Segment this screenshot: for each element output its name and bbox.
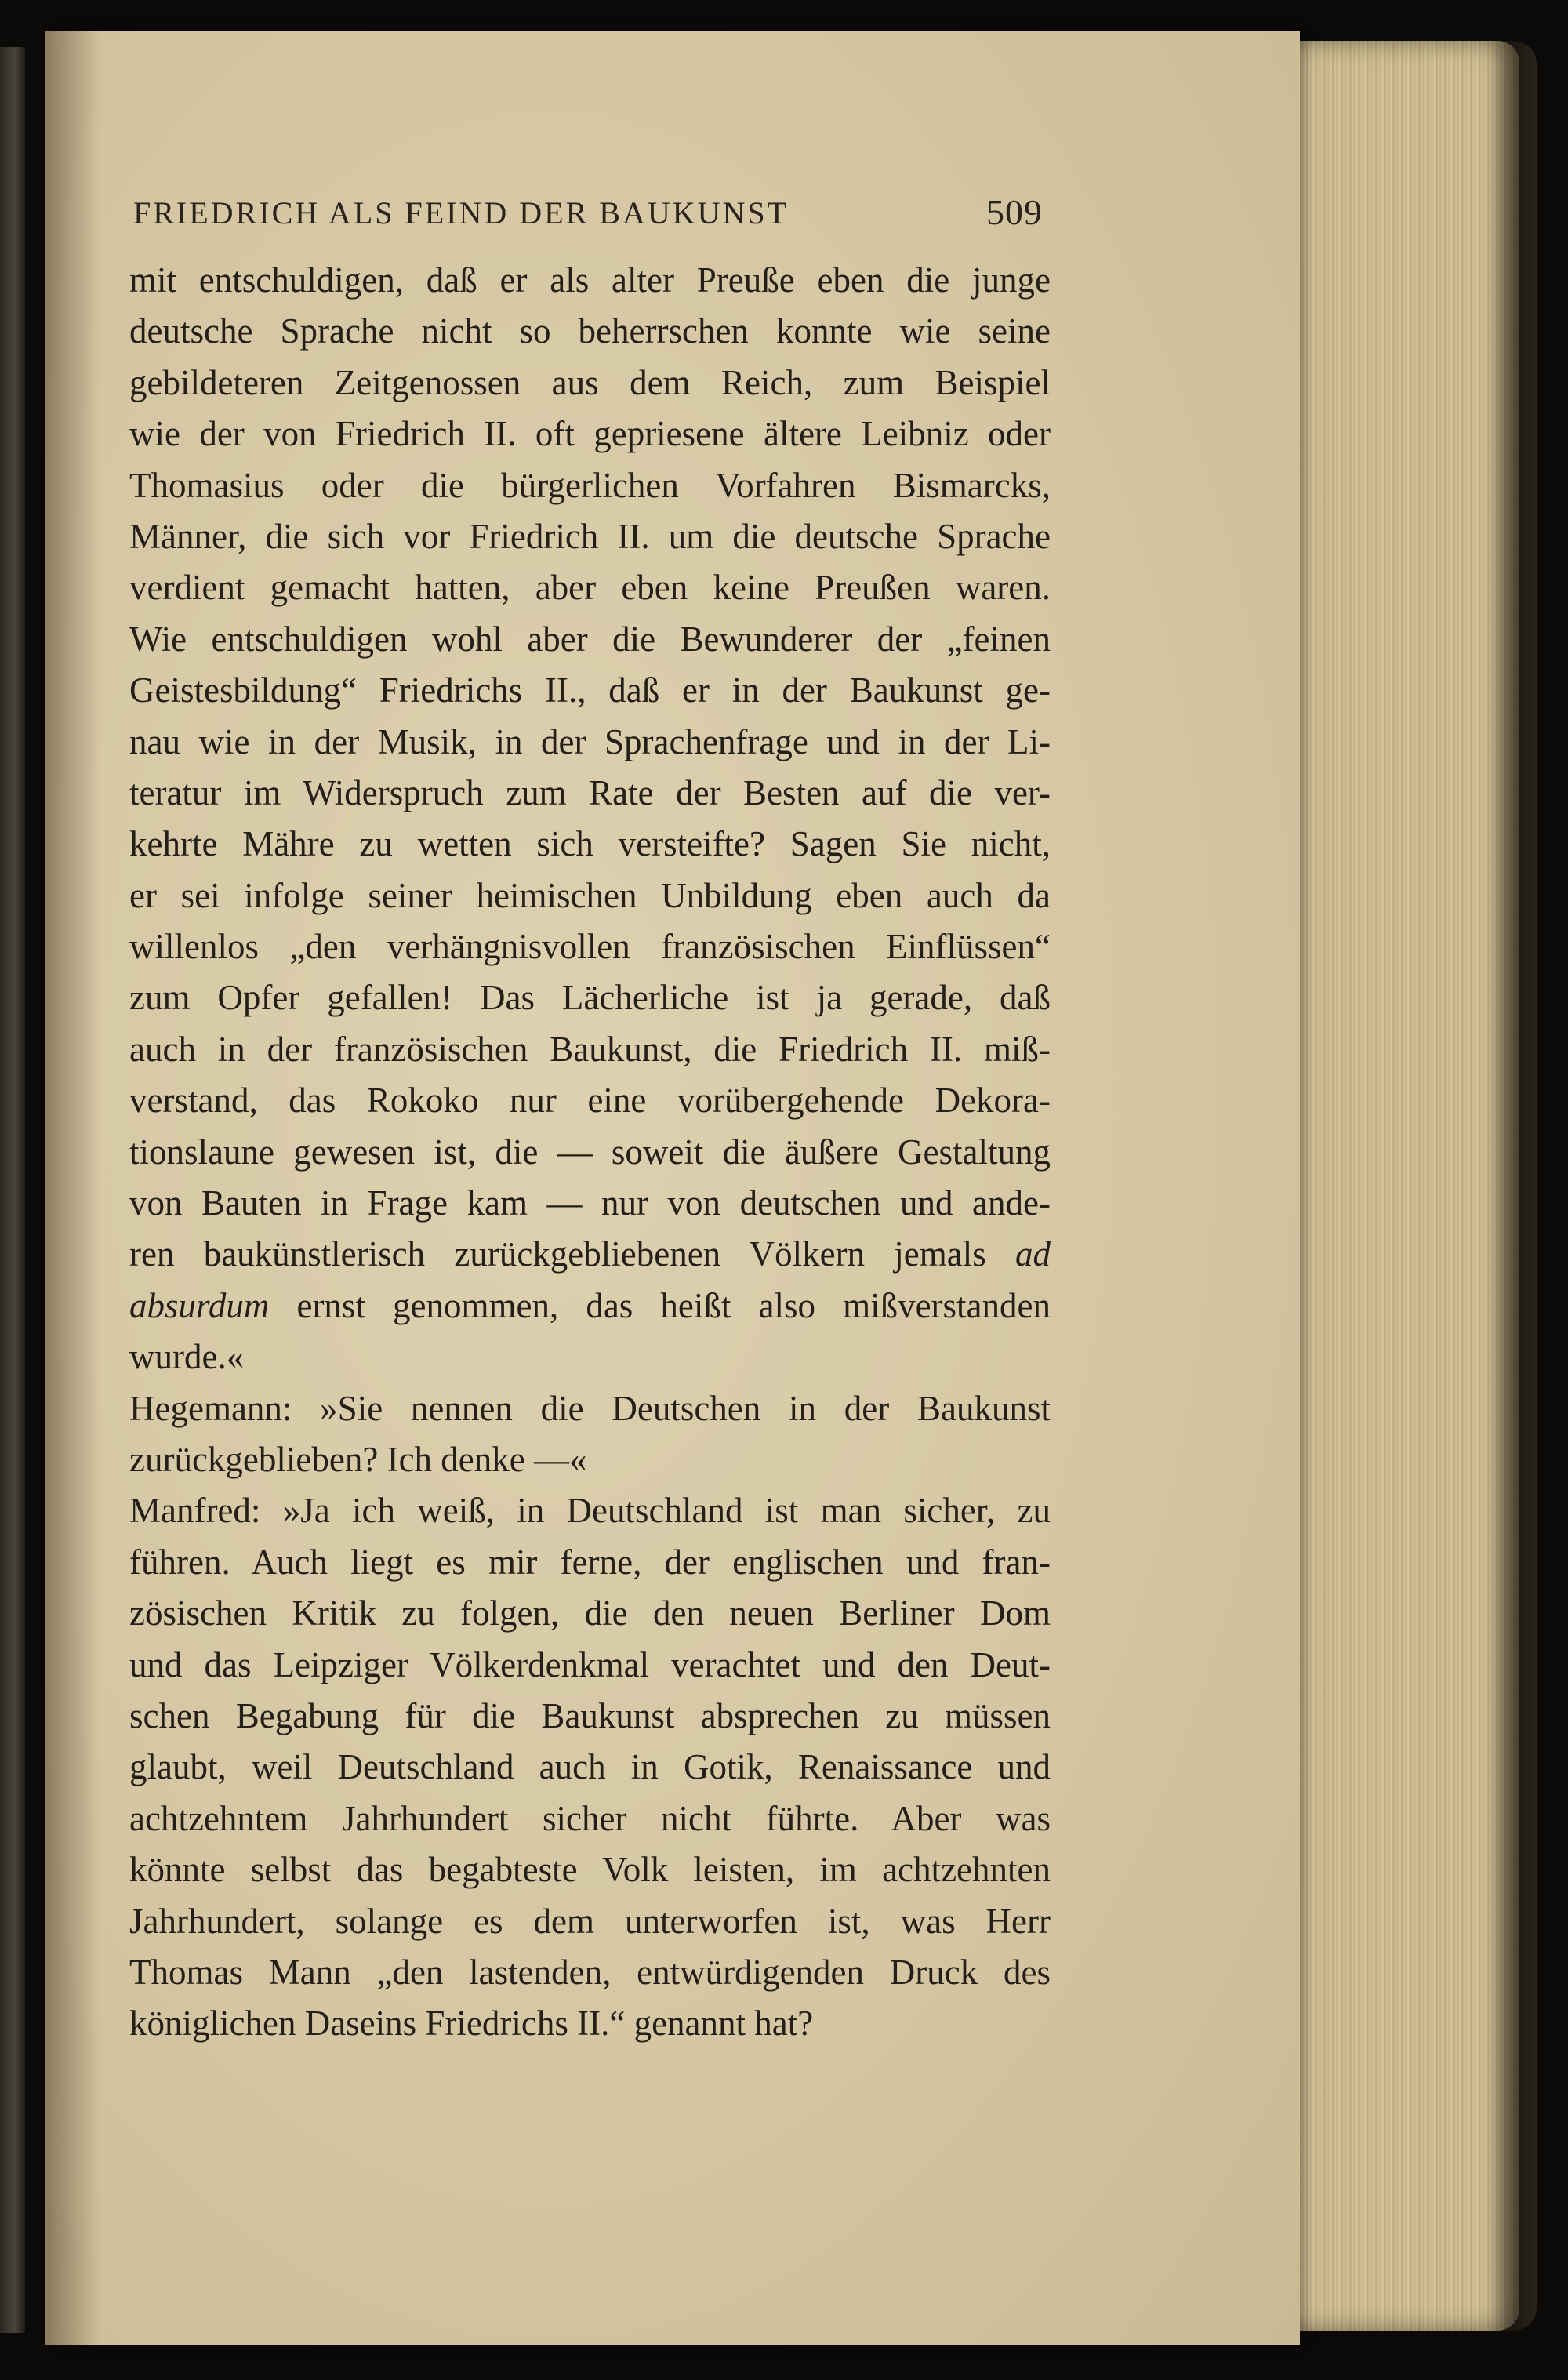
line-text: kehrte Mähre zu wetten sich versteifte? Sagen Sie nicht,: [129, 824, 1051, 864]
line-text: Manfred: »Ja ich weiß, in Deutschland ist man sicher, zu: [129, 1491, 1051, 1531]
line-text: Thomasius oder die bürgerlichen Vorfahren Bismarcks,: [129, 465, 1051, 505]
line-text: von Bauten in Frage kam — nur von deutschen und ande-: [129, 1183, 1051, 1223]
line-text: führen. Auch liegt es mir ferne, der englischen und fran-: [129, 1542, 1051, 1582]
page-block-shadow: [1490, 41, 1537, 2331]
line-text: glaubt, weil Deutschland auch in Gotik, Renaissance und: [129, 1747, 1051, 1787]
line-text: ren baukünstlerisch zurückgebliebenen Völkern jemals: [129, 1234, 986, 1274]
line-text: schen Begabung für die Baukunst absprechen zu müssen: [129, 1695, 1051, 1735]
line-text: wurde.«: [129, 1337, 245, 1377]
line-text: königlichen Daseins Friedrichs II.“ genannt hat?: [129, 2004, 814, 2044]
previous-page-edge: [0, 47, 25, 2333]
text-line: [129, 717, 1051, 768]
text-line: [129, 1793, 1051, 1844]
text-line: [129, 1947, 1051, 1998]
line-text: zum Opfer gefallen! Das Lächerliche ist ja gerade, daß: [129, 978, 1051, 1018]
text-line: [129, 511, 1051, 562]
body-text: [129, 255, 1051, 2050]
text-line: [129, 1537, 1051, 1588]
line-text: Wie entschuldigen wohl aber die Bewunderer der „feinen: [129, 619, 1051, 659]
line-text: verstand, das Rokoko nur eine vorübergehende Dekora-: [129, 1081, 1051, 1121]
text-line: [129, 614, 1051, 665]
line-text: Thomas Mann „den lastenden, entwürdigenden Druck des: [129, 1952, 1051, 1992]
text-line: [129, 1332, 1051, 1383]
text-line: [129, 306, 1051, 357]
line-text: und das Leipziger Völkerdenkmal verachtet und den Deut-: [129, 1644, 1051, 1684]
text-line: [129, 358, 1051, 409]
line-text: Jahrhundert, solange es dem unterworfen ist, was Herr: [129, 1901, 1051, 1941]
running-head: FRIEDRICH ALS FEIND DER BAUKUNST: [133, 195, 789, 231]
text-line: [129, 1075, 1051, 1126]
line-text: Geistesbildung“ Friedrichs II., daß er in der Baukunst ge-: [129, 670, 1051, 710]
line-text: Männer, die sich vor Friedrich II. um die deutsche Sprache: [129, 516, 1051, 556]
line-text: achtzehntem Jahrhundert sicher nicht führte. Aber was: [129, 1798, 1051, 1838]
page-header: [133, 194, 1043, 242]
text-line: [129, 1998, 1051, 2049]
text-line: [129, 768, 1051, 819]
line-text: mit entschuldigen, daß er als alter Preuße eben die junge: [129, 260, 1051, 300]
text-line: [129, 1588, 1051, 1639]
text-line: [129, 460, 1051, 511]
text-line: [129, 1640, 1051, 1691]
line-text: gebildeteren Zeitgenossen aus dem Reich, zum Beispiel: [129, 362, 1051, 402]
line-text: deutsche Sprache nicht so beherrschen konnte wie seine: [129, 311, 1051, 351]
text-line: [129, 1434, 1051, 1485]
text-line: [129, 562, 1051, 613]
text-line: [129, 870, 1051, 921]
line-text: wie der von Friedrich II. oft gepriesene ältere Leibniz oder: [129, 414, 1051, 454]
line-text: Hegemann: »Sie nennen die Deutschen in der Baukunst: [129, 1388, 1051, 1428]
line-text: könnte selbst das begabteste Volk leisten, im achtzehnten: [129, 1850, 1051, 1890]
line-text: teratur im Widerspruch zum Rate der Besten auf die ver-: [129, 772, 1051, 812]
text-line: [129, 255, 1051, 306]
italic-word: absurdum: [129, 1285, 270, 1325]
text-line: [129, 1896, 1051, 1947]
italic-word: ad: [1015, 1234, 1051, 1274]
text-line: [129, 1383, 1051, 1434]
line-text: er sei infolge seiner heimischen Unbildung eben auch da: [129, 875, 1051, 915]
text-line: [129, 1127, 1051, 1178]
text-line: [129, 1844, 1051, 1895]
text-line: [129, 1281, 1051, 1332]
text-line: [129, 819, 1051, 870]
text-line: [129, 1229, 1051, 1280]
text-line: [129, 1485, 1051, 1536]
text-line: [129, 1024, 1051, 1075]
line-text: zurückgeblieben? Ich denke —«: [129, 1439, 587, 1479]
line-text: ernst genommen, das heißt also mißverstanden: [296, 1285, 1051, 1325]
text-line: [129, 1691, 1051, 1742]
page-gutter: [45, 31, 100, 2345]
text-line: [129, 409, 1051, 460]
line-text: auch in der französischen Baukunst, die Friedrich II. miß-: [129, 1029, 1051, 1069]
line-text: willenlos „den verhängnisvollen französischen Einflüssen“: [129, 927, 1051, 967]
text-line: [129, 972, 1051, 1023]
text-line: [129, 1742, 1051, 1793]
text-line: [129, 665, 1051, 716]
line-text: tionslaune gewesen ist, die — soweit die äußere Gestaltung: [129, 1132, 1051, 1172]
text-line: [129, 921, 1051, 972]
line-text: verdient gemacht hatten, aber eben keine Preußen waren.: [129, 568, 1051, 608]
page-number: 509: [986, 192, 1043, 232]
line-text: zösischen Kritik zu folgen, die den neuen Berliner Dom: [129, 1593, 1051, 1633]
line-text: nau wie in der Musik, in der Sprachenfrage und in der Li-: [129, 721, 1051, 761]
text-line: [129, 1178, 1051, 1229]
page-block-edge: [1286, 41, 1519, 2331]
